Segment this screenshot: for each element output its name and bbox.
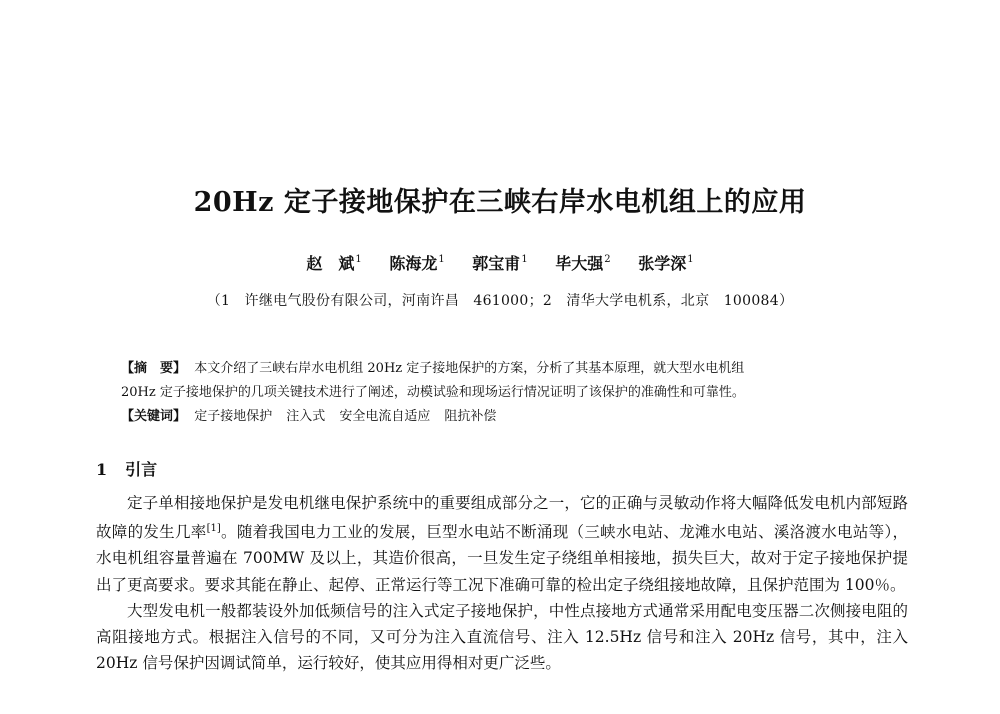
keywords-label: 【关键词】	[121, 409, 187, 424]
keyword: 阻抗补偿	[444, 409, 497, 424]
paragraph: 大型发电机一般都装设外加低频信号的注入式定子接地保护，中性点接地方式通常采用配电变压器二次侧接电阻的高阻接地方式。根据注入信号的不同，又可分为注入直流信号、注入 12.5Hz 信号和注入 20Hz 信号，其中，注入 20Hz 信号保护因调试简单，运行较好，使其应用得相对更广泛些。	[96, 601, 908, 673]
section-body	[96, 490, 908, 676]
paper-title: 20Hz 定子接地保护在三峡右岸水电机组上的应用	[193, 187, 807, 218]
author: 毕大强$^2$	[555, 254, 611, 273]
author: 张学深$^1$	[638, 254, 694, 273]
abstract-line	[121, 357, 901, 381]
abstract-text: 20Hz 定子接地保护的几项关键技术进行了阐述，动模试验和现场运行情况证明了该保护的准确性和可靠性。	[121, 385, 745, 400]
author: 陈海龙$^1$	[389, 254, 445, 273]
section-number: 1	[96, 460, 108, 479]
author-affiliation-mark: 1	[355, 254, 362, 265]
abstract-label: 【摘 要】	[121, 361, 187, 376]
abstract-line	[121, 381, 901, 405]
section-heading	[96, 457, 157, 480]
author-affiliation-mark: 2	[604, 254, 611, 265]
author-list	[0, 251, 1000, 274]
section-title: 引言	[125, 460, 158, 479]
keyword: 安全电流自适应	[339, 409, 431, 424]
author-affiliation-mark: 1	[687, 254, 694, 265]
affiliation-line: （1 许继电气股份有限公司，河南许昌 461000；2 清华大学电机系，北京 100084）	[206, 293, 794, 309]
keywords-line	[121, 405, 901, 429]
author-affiliation-mark: 1	[438, 254, 445, 265]
citation-ref: [1]	[206, 523, 221, 535]
author: 赵 斌$^1$	[306, 254, 362, 273]
abstract-block	[121, 357, 901, 429]
keyword: 定子接地保护	[194, 409, 273, 424]
abstract-text: 本文介绍了三峡右岸水电机组 20Hz 定子接地保护的方案，分析了其基本原理，就大型水电机组	[194, 361, 745, 376]
paragraph: 定子单相接地保护是发电机继电保护系统中的重要组成部分之一，它的正确与灵敏动作将大幅降低发电机内部短路故障的发生几率[1]。随着我国电力工业的发展，巨型水电站不断涌现（三峡水电站、龙滩水电站、溪洛渡水电站等），水电机组容量普遍在 700MW 及以上，其造价很高，一旦发生定子绕组单相接地，损失巨大，故对于定子接地保护提出了更高要求。要求其能在静止、起停、正常运行等工况下准确可靠的检出定子绕组接地故障，且保护范围为 100％。	[96, 494, 908, 594]
author-affiliation-mark: 1	[521, 254, 528, 265]
author: 郭宝甫$^1$	[472, 254, 528, 273]
keyword: 注入式	[286, 409, 326, 424]
